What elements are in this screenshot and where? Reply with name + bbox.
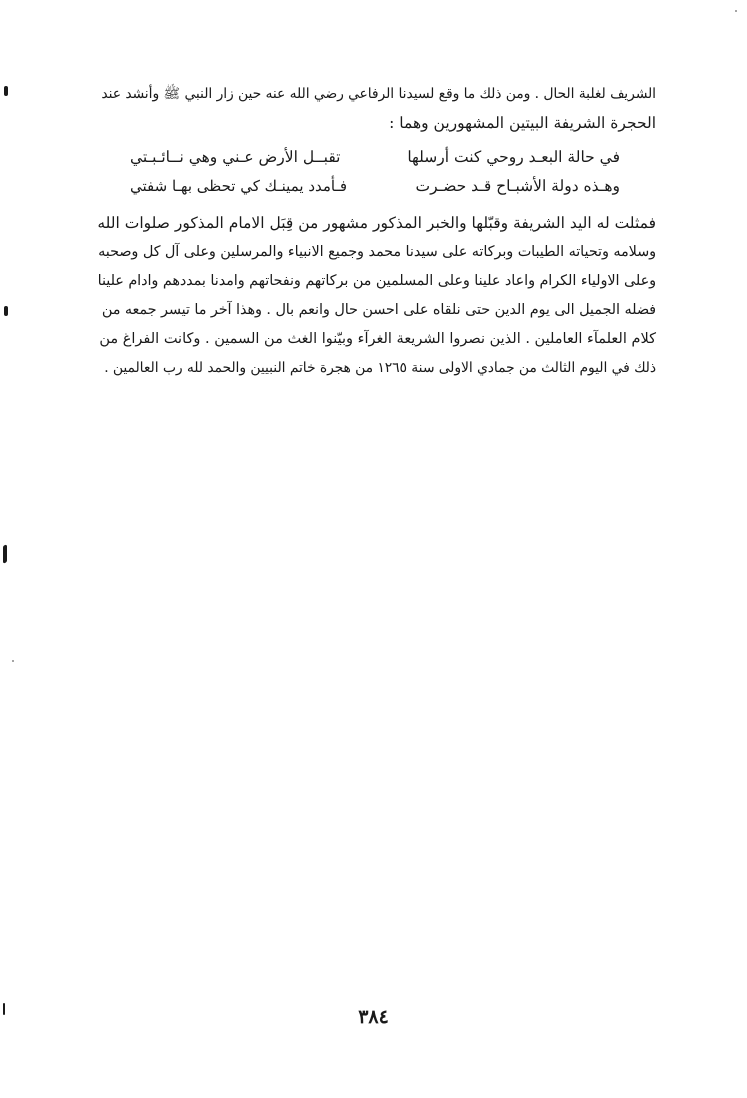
page-number: ٣٨٤ [358, 1006, 389, 1028]
intro-paragraph [96, 80, 656, 138]
margin-mark [4, 86, 8, 96]
body-line: فمثلت له اليد الشريفة وقبّلها والخبر المذكور مشهور من قِبَل الامام المذكور صلوات الله [97, 214, 656, 232]
body-line: وعلى الاولياء الكرام واعاد علينا وعلى المسلمين من بركاتهم ونفحاتهم وامدنا بمددهم وادام علينا [97, 273, 656, 289]
verse-second-hemistich: فـأمدد يمينـك كي تحظى بهـا شفتي [130, 177, 348, 195]
poem-verses [130, 143, 620, 201]
body-line: فضله الجميل الى يوم الدين حتى نلقاه على احسن حال وانعم بال . وهذا آخر ما تيسر جمعه من [101, 302, 656, 318]
body-line: ذلك في اليوم الثالث من جمادي الاولى سنة ١٢٦٥ من هجرة خاتم النبيين والحمد لله رب العالمين . [104, 360, 656, 376]
verse-line [130, 172, 620, 201]
scan-speck [12, 660, 14, 662]
verse-second-hemistich: تقبــل الأرض عـني وهي نــائـبـتي [130, 148, 341, 166]
verse-line [130, 143, 620, 172]
body-paragraph [96, 209, 656, 383]
body-line: وسلامه وتحياته الطيبات وبركاته على سيدنا محمد وجميع الانبياء والمرسلين وعلى آل كل وصحبه [98, 244, 656, 260]
body-line: كلام العلمآء العاملين . الذين نصروا الشريعة الغرآء وبيّنوا الغث من السمين . وكانت الفراغ من [99, 331, 656, 347]
margin-mark [3, 544, 7, 563]
scan-speck [735, 10, 737, 12]
verse-first-hemistich: في حالة البعـد روحي كنت أرسلها [407, 148, 620, 166]
verse-first-hemistich: وهـذه دولة الأشبـاح قـد حضـرت [415, 177, 620, 195]
margin-mark [4, 306, 8, 316]
intro-line: الشريف لغلبة الحال . ومن ذلك ما وقع لسيدنا الرفاعي رضي الله عنه حين زار النبي ﷺ وأنشد عند [101, 86, 656, 102]
intro-line: الحجرة الشريفة البيتين المشهورين وهما : [389, 114, 656, 132]
